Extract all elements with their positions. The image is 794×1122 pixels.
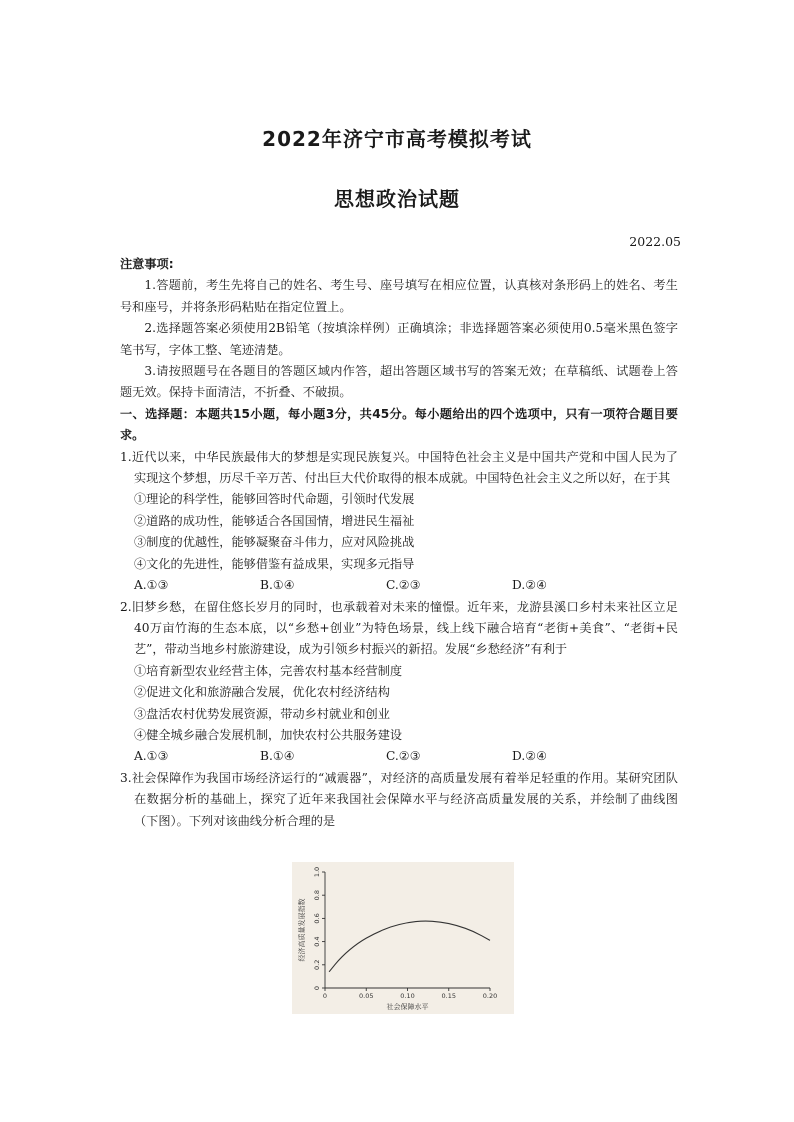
question-stem: 2.旧梦乡愁，在留住悠长岁月的同时，也承载着对未来的憧憬。近年来，龙游县溪口乡村未来社区立足40万亩竹海的生态本底，以“乡愁+创业”为特色场景，线上线下融合培育“老街+美食”、“老街+民艺”，带动当地乡村旅游建设，成为引领乡村振兴的新招。发展“乡愁经济”有利于	[120, 599, 678, 657]
y-tick-label: 0.4	[313, 936, 321, 947]
x-tick-label: 0	[322, 992, 328, 1000]
note-item: 1.答题前，考生先将自己的姓名、考生号、座号填写在相应位置，认真核对条形码上的姓名、考生号和座号，并将条形码粘贴在指定位置上。	[120, 278, 678, 314]
choice-b: B.①④	[260, 578, 295, 593]
chart-axes	[322, 872, 490, 991]
series-line	[329, 921, 490, 972]
y-axis-label: 经济高质量发展指数	[298, 898, 306, 962]
exam-title: 2022年济宁市高考模拟考试	[262, 127, 532, 151]
chart-svg	[292, 862, 514, 1014]
exam-subtitle: 思想政治试题	[334, 187, 460, 211]
statement-option: ④文化的先进性，能够借鉴有益成果，实现多元指导	[134, 556, 415, 571]
y-tick-label: 0.6	[313, 913, 321, 924]
note-item: 2.选择题答案必须使用2B铅笔（按填涂样例）正确填涂；非选择题答案必须使用0.5毫米黑色签字笔书写，字体工整、笔迹清楚。	[120, 321, 678, 357]
x-tick-label: 0.20	[482, 992, 498, 1000]
section-heading: 一、选择题：本题共15小题，每小题3分，共45分。每小题给出的四个选项中，只有一项符合题目要求。	[120, 406, 678, 443]
question-stem: 1.近代以来，中华民族最伟大的梦想是实现民族复兴。中国特色社会主义是中国共产党和中国人民为了实现这个梦想，历尽千辛万苦、付出巨大代价取得的根本成就。中国特色社会主义之所以好，在于其	[120, 449, 678, 486]
choice-a: A.①③	[134, 578, 169, 593]
choice-d: D.②④	[512, 578, 548, 593]
x-tick-label: 0.05	[359, 992, 374, 1000]
answer-choices	[120, 746, 678, 767]
choice-c: C.②③	[386, 578, 421, 593]
note-item: 3.请按照题号在各题目的答题区域内作答，超出答题区域书写的答案无效；在草稿纸、试题卷上答题无效。保持卡面清洁，不折叠、不破损。	[120, 364, 678, 400]
answer-choices	[120, 575, 678, 596]
statement-option: ③制度的优越性，能够凝聚奋斗伟力，应对风险挑战	[134, 535, 415, 550]
x-tick-labels	[323, 992, 497, 1000]
statement-option: ④健全城乡融合发展机制，加快农村公共服务建设	[134, 727, 403, 742]
question-3	[120, 768, 678, 832]
exam-content	[120, 254, 678, 832]
statement-option: ③盘活农村优势发展资源，带动乡村就业和创业	[134, 706, 390, 721]
notes-heading: 注意事项:	[120, 257, 174, 271]
question-2	[120, 597, 678, 768]
choice-a: A.①③	[134, 749, 169, 764]
x-tick-label: 0.10	[400, 992, 415, 1000]
y-tick-label: 1.0	[313, 866, 321, 878]
choice-b: B.①④	[260, 749, 295, 764]
y-tick-label: 0.2	[313, 959, 321, 970]
y-tick-labels	[313, 867, 321, 990]
choice-c: C.②③	[386, 749, 421, 764]
choice-d: D.②④	[512, 749, 548, 764]
x-axis-label: 社会保障水平	[386, 1003, 429, 1011]
statement-option: ①理论的科学性，能够回答时代命题，引领时代发展	[134, 492, 415, 507]
exam-date: 2022.05	[629, 234, 681, 249]
question-1	[120, 447, 678, 597]
y-tick-label: 0.8	[313, 890, 321, 901]
x-tick-label: 0.15	[441, 992, 456, 1000]
statement-option: ②促进文化和旅游融合发展，优化农村经济结构	[134, 685, 390, 700]
y-tick-label: 0	[313, 985, 321, 991]
question-stem: 3.社会保障作为我国市场经济运行的“减震器”，对经济的高质量发展有着举足轻重的作用。某研究团队在数据分析的基础上，探究了近年来我国社会保障水平与经济高质量发展的关系，并绘制了曲线图（下图）。下列对该曲线分析合理的是	[120, 770, 678, 828]
curve-chart	[292, 862, 514, 1014]
statement-option: ①培育新型农业经营主体，完善农村基本经营制度	[134, 663, 403, 678]
statement-option: ②道路的成功性，能够适合各国国情，增进民生福祉	[134, 513, 415, 528]
